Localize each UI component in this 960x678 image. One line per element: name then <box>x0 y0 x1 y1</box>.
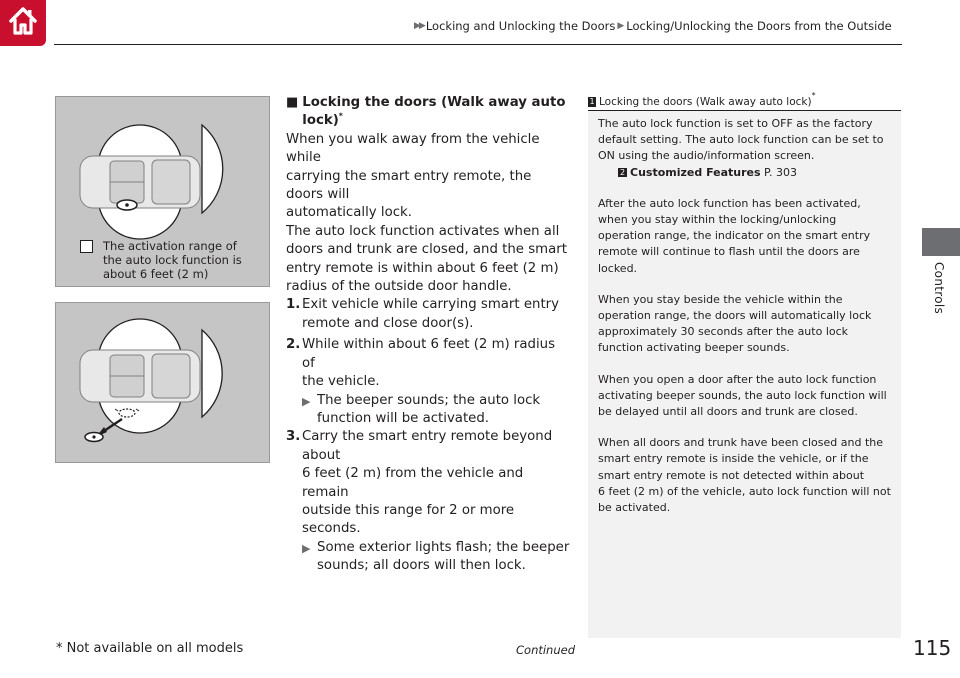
step-3: 3. Carry the smart entry remote beyond about 6 feet (2 m) from the vehicle and remain outside this range for 2 or more seconds. <box>286 429 553 537</box>
range-legend-swatch <box>80 240 93 253</box>
side-note-heading: 1 Locking the doors (Walk away auto lock) * <box>588 94 901 111</box>
step-2: 2. While within about 6 feet (2 m) radius of the vehicle. <box>286 337 556 390</box>
page-number: 115 <box>913 636 952 660</box>
home-button[interactable] <box>0 0 46 46</box>
walk-away-figure <box>55 302 270 463</box>
smart-remote-icon <box>117 200 137 210</box>
continued-label: Continued <box>516 643 576 657</box>
section-tab-label: Controls <box>932 262 946 315</box>
cross-reference-icon: 2 <box>619 167 626 177</box>
section-square-icon: ■ <box>286 95 299 110</box>
step-3-result: ▶ Some exterior lights flash; the beeper sounds; all doors will then lock. <box>286 539 570 576</box>
result-arrow-icon: ▶ <box>302 394 311 408</box>
activation-range-figure <box>55 96 270 287</box>
home-icon <box>6 4 40 42</box>
side-note-body: The auto lock function is set to OFF as the factory default setting. The auto lock function can be set to ON using the audio/information screen. 2 Customized Features P. 303 After the auto lock function has been activated, when you stay within the locking/unlocking operation range, the indicator on the smart entry remote will continue to flash until the doors are locked. When you stay beside the vehicle within the operation range, the doors will automatically lock approximately 30 seconds after the auto lock function activating beeper sounds. When you open a door after the auto lock function activating beeper sounds, the auto lock function will be delayed until all doors and trunk are closed. When all doors and trunk have been closed and the smart entry remote is inside the vehicle, or if the smart entry remote is not detected within about 6 feet (2 m) of the vehicle, auto lock function will not be activated. <box>598 116 896 531</box>
header-divider <box>54 44 902 45</box>
figure-caption: The activation range of the auto lock function is about 6 feet (2 m) <box>80 239 242 281</box>
step-1: 1. Exit vehicle while carrying smart entry remote and close door(s). <box>286 297 559 331</box>
intro-text: When you walk away from the vehicle while carrying the smart entry remote, the doors will automatically lock. <box>286 131 540 221</box>
cross-reference-link[interactable]: 2 Customized Features P. 303 <box>619 165 797 179</box>
footnote: * Not available on all models <box>56 641 244 656</box>
breadcrumb-arrow-icon: ▶ <box>617 21 625 31</box>
smart-remote-icon <box>85 433 103 442</box>
breadcrumb-arrow-icon: ▶▶ <box>414 21 424 31</box>
activation-text: The auto lock function activates when all doors and trunk are closed, and the smart entry remote is within about 6 feet (2 m) radius of the outside door handle. <box>286 223 567 295</box>
section-heading: ■ Locking the doors (Walk away auto lock)* <box>286 94 570 131</box>
section-tab-marker[interactable] <box>922 228 960 256</box>
note-number-badge: 1 <box>589 97 595 106</box>
breadcrumb-parent[interactable]: Locking and Unlocking the Doors <box>425 19 616 33</box>
step-2-result: ▶ The beeper sounds; the auto lock function will be activated. <box>286 392 570 429</box>
side-note-panel <box>588 91 901 638</box>
vehicle-walk-away-diagram-icon <box>56 303 270 463</box>
result-arrow-icon: ▶ <box>302 541 311 555</box>
breadcrumb-current: Locking/Unlocking the Doors from the Outside <box>626 19 892 33</box>
main-content <box>286 94 570 576</box>
breadcrumb <box>414 19 892 33</box>
